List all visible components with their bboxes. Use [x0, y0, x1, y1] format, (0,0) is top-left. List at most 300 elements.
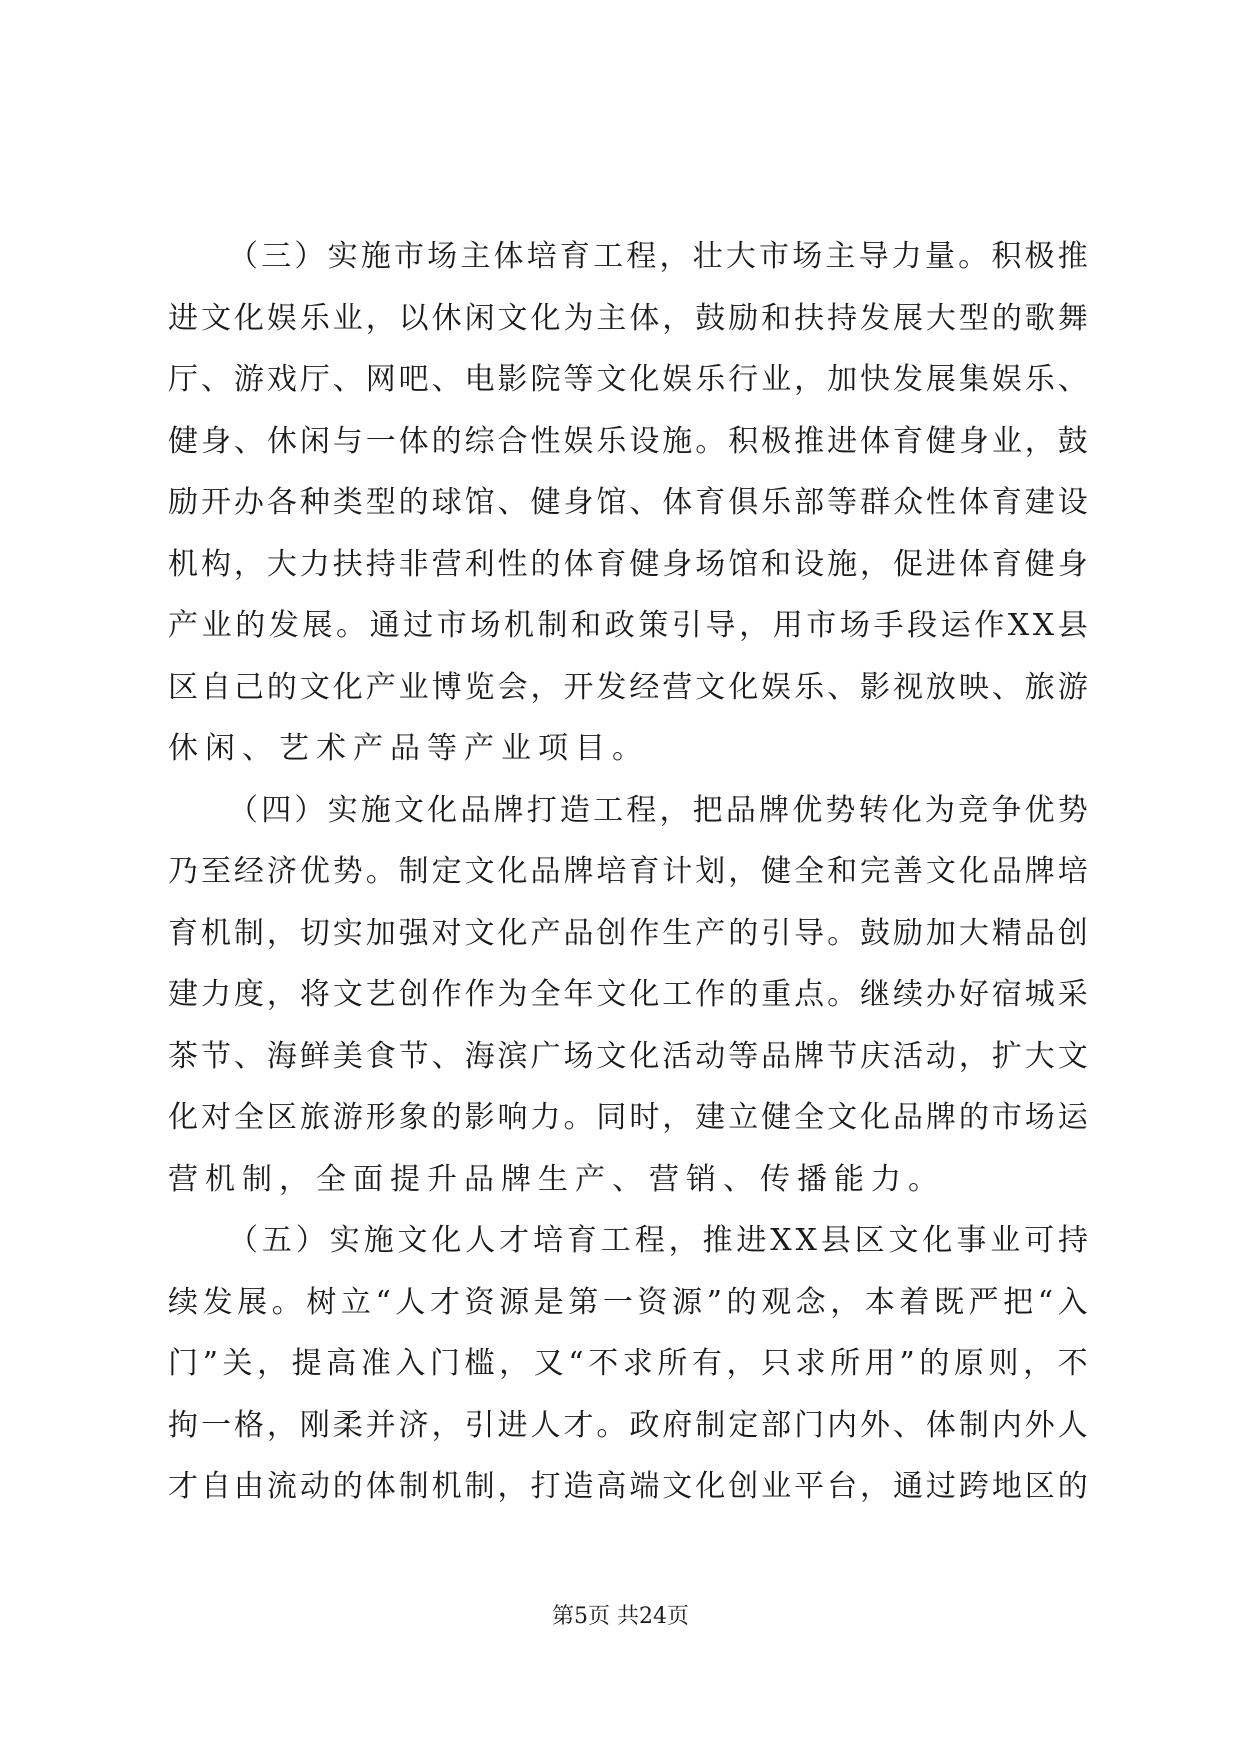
glyph: 区	[168, 669, 198, 705]
glyph: 娱	[761, 669, 792, 705]
glyph: 四	[261, 792, 292, 828]
glyph: 源	[499, 1284, 530, 1320]
glyph: 优	[1024, 792, 1055, 828]
glyph: 立	[340, 1284, 371, 1320]
glyph: 过	[925, 1469, 956, 1504]
glyph: 海	[464, 1038, 495, 1074]
glyph: 引	[671, 608, 702, 643]
glyph: “	[568, 1346, 584, 1381]
text-line	[168, 1210, 1088, 1272]
glyph: 身	[563, 485, 594, 520]
glyph: 鼓	[695, 300, 726, 336]
glyph: 化	[629, 977, 660, 1012]
glyph: 加	[365, 915, 396, 951]
glyph: 人	[395, 1284, 426, 1320]
glyph: 重	[761, 977, 792, 1012]
glyph: 的	[332, 1469, 363, 1504]
glyph: 县	[1057, 608, 1088, 643]
glyph: 的	[726, 1284, 757, 1320]
glyph: 壮	[692, 239, 723, 274]
glyph: 机	[503, 608, 534, 643]
glyph: 引	[761, 915, 792, 951]
glyph: 实	[329, 1223, 360, 1258]
glyph: 化	[629, 1038, 660, 1074]
text-line	[168, 964, 1088, 1026]
glyph: 娱	[991, 362, 1022, 397]
glyph: 球	[431, 485, 462, 520]
glyph: 乐	[299, 300, 330, 336]
glyph: ，	[497, 1469, 528, 1504]
glyph: ，	[860, 1469, 891, 1504]
glyph: （	[228, 239, 258, 274]
glyph: 体	[398, 423, 429, 459]
glyph: 乐	[695, 362, 726, 397]
glyph: 为	[924, 792, 955, 828]
glyph: 化	[695, 1469, 726, 1504]
glyph: 海	[266, 1038, 297, 1074]
glyph: 优	[792, 792, 823, 828]
glyph: 艺	[365, 977, 396, 1012]
glyph: ，	[659, 792, 690, 828]
glyph: 培	[526, 239, 557, 274]
glyph: 善	[892, 854, 923, 889]
glyph: 体	[662, 485, 693, 520]
glyph: 化	[922, 1223, 953, 1258]
glyph: ，	[662, 1100, 693, 1135]
glyph: 文	[299, 669, 330, 705]
glyph: ，	[365, 300, 396, 336]
glyph: 扩	[991, 1038, 1022, 1074]
glyph: 才	[168, 1469, 198, 1504]
glyph: 等	[563, 362, 594, 397]
glyph: 化	[860, 1100, 891, 1135]
glyph: 门	[168, 1346, 198, 1381]
glyph: 网	[365, 362, 396, 397]
glyph: 游	[1057, 669, 1088, 705]
glyph: 、	[332, 362, 363, 397]
glyph: 产	[695, 915, 726, 951]
glyph: 业	[991, 423, 1022, 459]
glyph: 营	[662, 669, 693, 705]
glyph: 入	[1057, 1284, 1088, 1320]
glyph: 品	[725, 792, 756, 828]
glyph: 游	[233, 362, 264, 397]
glyph: 节	[200, 1038, 231, 1074]
text-line	[168, 1087, 1088, 1149]
glyph: 经	[233, 854, 264, 889]
glyph: 对	[431, 915, 462, 951]
glyph: 同	[596, 1100, 627, 1135]
glyph: ，	[728, 854, 759, 889]
glyph: 程	[626, 792, 657, 828]
glyph: “	[1037, 1284, 1054, 1320]
glyph: 续	[892, 977, 923, 1012]
glyph: 事	[956, 1223, 987, 1258]
glyph: 为	[497, 977, 528, 1012]
glyph: 育	[629, 854, 660, 889]
glyph: 内	[991, 1407, 1022, 1443]
glyph: 节	[398, 1038, 429, 1074]
glyph: 娱	[662, 362, 693, 397]
glyph: 文	[827, 1100, 858, 1135]
glyph: 机	[200, 915, 231, 951]
glyph: 歌	[1024, 300, 1055, 336]
glyph: 育	[991, 485, 1022, 520]
glyph: 与	[332, 423, 363, 459]
glyph: 用	[864, 1346, 895, 1381]
glyph: 人	[1057, 1407, 1088, 1443]
glyph: 着	[899, 1284, 930, 1320]
glyph: 极	[1024, 239, 1055, 274]
glyph: ，	[266, 977, 297, 1012]
glyph: 众	[892, 485, 923, 520]
glyph: 戏	[266, 362, 297, 397]
glyph: 乃	[168, 854, 198, 889]
glyph: 扶	[794, 300, 825, 336]
glyph: 城	[1024, 977, 1055, 1012]
glyph: 继	[860, 977, 891, 1012]
glyph: 地	[991, 1469, 1022, 1504]
glyph: 续	[168, 1284, 198, 1320]
glyph: 观	[761, 1284, 792, 1320]
glyph: 动	[925, 1038, 956, 1074]
glyph: 积	[728, 423, 759, 459]
glyph: 区	[266, 1100, 297, 1135]
glyph: 。	[958, 239, 989, 274]
glyph: 体	[925, 1407, 956, 1443]
glyph: 程	[634, 1223, 665, 1258]
glyph: 导	[794, 915, 825, 951]
glyph: 施	[363, 1223, 394, 1258]
glyph: 持	[1057, 1223, 1088, 1258]
glyph: 化	[427, 792, 458, 828]
glyph: 树	[306, 1284, 337, 1320]
glyph: 施	[662, 423, 693, 459]
glyph: 育	[168, 915, 198, 951]
glyph: 采	[1057, 977, 1088, 1012]
glyph: 会	[497, 669, 528, 705]
glyph: 乐	[1024, 362, 1055, 397]
glyph: 提	[291, 1346, 322, 1381]
glyph: 力	[530, 1100, 561, 1135]
glyph: 关	[222, 1346, 253, 1381]
glyph: 美	[332, 1038, 363, 1074]
glyph: 平	[794, 1469, 825, 1504]
glyph: 体	[629, 300, 660, 336]
glyph: 动	[695, 1038, 726, 1074]
glyph: 门	[429, 1346, 460, 1381]
glyph: 加	[827, 362, 858, 397]
glyph: 有	[691, 1346, 722, 1381]
glyph: 象	[398, 1100, 429, 1135]
glyph: 引	[464, 1407, 495, 1443]
glyph: 品	[563, 915, 594, 951]
glyph: 育	[695, 485, 726, 520]
glyph: 运	[940, 608, 971, 643]
glyph: 一	[602, 1284, 633, 1320]
glyph: 施	[360, 239, 391, 274]
glyph: ，	[958, 1038, 989, 1074]
glyph: 视	[892, 669, 923, 705]
glyph: 牌	[493, 792, 524, 828]
glyph: 竞	[958, 792, 989, 828]
glyph: 乐	[794, 669, 825, 705]
glyph: 娱	[563, 423, 594, 459]
glyph: 文	[888, 1223, 919, 1258]
glyph: ”	[202, 1346, 218, 1381]
page-number-footer: 第5页 共24页	[552, 1604, 689, 1629]
glyph: 博	[431, 669, 462, 705]
glyph: 映	[958, 669, 989, 705]
glyph: 通	[369, 608, 400, 643]
glyph: 育	[892, 423, 923, 459]
glyph: 闲	[464, 300, 495, 336]
glyph: 争	[991, 792, 1022, 828]
glyph: 。	[365, 854, 396, 889]
glyph: 电	[464, 362, 495, 397]
text-line	[168, 1026, 1088, 1088]
glyph: 形	[365, 1100, 396, 1135]
glyph: 施	[360, 792, 391, 828]
glyph: 推	[794, 423, 825, 459]
glyph: 打	[526, 792, 557, 828]
glyph: 利	[464, 546, 495, 582]
glyph: 内	[827, 1407, 858, 1443]
glyph: 化	[332, 669, 363, 705]
glyph: 文	[596, 362, 627, 397]
glyph: 市	[759, 239, 789, 274]
glyph: 场	[1024, 1100, 1055, 1135]
glyph: 非	[398, 546, 429, 582]
glyph: 段	[907, 608, 938, 643]
glyph: 场	[563, 1038, 594, 1074]
glyph: 化	[530, 300, 561, 336]
glyph: 三	[261, 239, 292, 274]
glyph: 发	[596, 669, 627, 705]
glyph: 工	[600, 1223, 631, 1258]
glyph: X	[1007, 608, 1030, 643]
glyph: 高	[326, 1346, 357, 1381]
glyph: 。	[271, 1284, 302, 1320]
glyph: ，	[659, 239, 690, 274]
glyph: 等	[827, 485, 858, 520]
glyph: 乐	[596, 423, 627, 459]
glyph: 化	[891, 792, 922, 828]
glyph: 化	[431, 1223, 462, 1258]
glyph: 育	[559, 239, 590, 274]
glyph: 展	[237, 1284, 268, 1320]
glyph: 体	[563, 546, 594, 582]
glyph: 文	[397, 1223, 428, 1258]
glyph: 的	[530, 546, 561, 582]
glyph: 体	[365, 1469, 396, 1504]
glyph: ，	[233, 546, 264, 582]
glyph: 培	[596, 854, 627, 889]
text-line	[168, 1395, 1088, 1457]
glyph: 场	[470, 608, 501, 643]
glyph: 行	[728, 362, 759, 397]
glyph: 型	[365, 485, 396, 520]
glyph: 健	[1024, 546, 1055, 582]
glyph: 俱	[728, 485, 759, 520]
glyph: 势	[825, 792, 856, 828]
text-line	[168, 657, 1088, 719]
glyph: 文	[596, 977, 627, 1012]
glyph: 入	[395, 1346, 426, 1381]
glyph: 积	[991, 239, 1022, 274]
glyph: 一	[365, 423, 396, 459]
glyph: 设	[794, 546, 825, 582]
glyph: 化	[497, 915, 528, 951]
glyph: 场	[839, 608, 870, 643]
glyph: 业	[761, 1469, 792, 1504]
glyph: 己	[233, 669, 264, 705]
glyph: 准	[360, 1346, 391, 1381]
glyph: 广	[530, 1038, 561, 1074]
glyph: 影	[464, 1100, 495, 1135]
glyph: ，	[257, 1346, 288, 1381]
glyph: 势	[1057, 792, 1088, 828]
glyph: 市	[806, 608, 837, 643]
glyph: 槛	[464, 1346, 495, 1381]
glyph: 好	[958, 977, 989, 1012]
glyph: 化	[629, 362, 660, 397]
glyph: 的	[398, 485, 429, 520]
glyph: ，	[662, 300, 693, 336]
glyph: 业	[201, 608, 232, 643]
glyph: 定	[431, 854, 462, 889]
glyph: 政	[629, 1407, 660, 1443]
glyph: ）	[294, 239, 325, 274]
glyph: 牌	[1024, 854, 1055, 889]
glyph: 求	[795, 1346, 826, 1381]
glyph: 身	[662, 546, 693, 582]
glyph: 食	[365, 1038, 396, 1074]
text-line	[168, 841, 1088, 903]
glyph: 业	[990, 1223, 1021, 1258]
glyph: 才	[563, 1407, 594, 1443]
glyph: 化	[728, 669, 759, 705]
glyph: 创	[1057, 915, 1088, 951]
glyph: 影	[860, 669, 891, 705]
glyph: 可	[1024, 1223, 1055, 1258]
glyph: 划	[695, 854, 726, 889]
glyph: 文	[695, 669, 726, 705]
glyph: ，	[860, 546, 891, 582]
glyph: 量	[924, 239, 955, 274]
glyph: 进	[168, 300, 198, 336]
glyph: 励	[728, 300, 759, 336]
glyph: 产	[365, 669, 396, 705]
glyph: 主	[460, 239, 491, 274]
glyph: 流	[266, 1469, 297, 1504]
glyph: 体	[958, 485, 989, 520]
text-line	[168, 1149, 1088, 1211]
glyph: 作	[695, 977, 726, 1012]
glyph: 发	[860, 300, 891, 336]
glyph: 至	[200, 854, 231, 889]
glyph: 拘	[168, 1407, 198, 1443]
glyph: 势	[332, 854, 363, 889]
glyph: 文	[332, 977, 363, 1012]
glyph: 制	[958, 1407, 989, 1443]
glyph: 第	[568, 1284, 599, 1320]
glyph: 、	[1057, 362, 1088, 397]
glyph: 文	[1057, 1038, 1088, 1074]
glyph: 所	[830, 1346, 861, 1381]
glyph: 促	[892, 546, 923, 582]
glyph: 人	[530, 1407, 561, 1443]
glyph: 外	[1024, 1407, 1055, 1443]
glyph: 造	[559, 792, 590, 828]
glyph: 程	[626, 239, 657, 274]
glyph: ，	[1024, 423, 1055, 459]
glyph: 资	[637, 1284, 668, 1320]
glyph: 型	[958, 300, 989, 336]
glyph: 化	[497, 854, 528, 889]
glyph: 构	[200, 546, 231, 582]
glyph: 刚	[299, 1407, 330, 1443]
glyph: 制	[464, 1469, 495, 1504]
glyph: 制	[537, 608, 568, 643]
glyph: 工	[662, 977, 693, 1012]
glyph: 馆	[596, 485, 627, 520]
glyph: 格	[233, 1407, 264, 1443]
glyph: 、	[431, 362, 462, 397]
glyph: （	[228, 792, 258, 828]
glyph: 培	[1057, 854, 1088, 889]
glyph: 立	[728, 1100, 759, 1135]
glyph: 则	[988, 1346, 1019, 1381]
glyph: 、	[991, 669, 1022, 705]
glyph: 的	[728, 977, 759, 1012]
text-line	[168, 903, 1088, 965]
glyph: ”	[706, 1284, 722, 1320]
glyph: 强	[398, 915, 429, 951]
glyph: 的	[958, 1100, 989, 1135]
glyph: 的	[235, 608, 266, 643]
glyph: 性	[925, 485, 956, 520]
glyph: 的	[728, 915, 759, 951]
glyph: 原	[953, 1346, 984, 1381]
glyph: 文	[497, 300, 528, 336]
glyph: 设	[1057, 485, 1088, 520]
glyph: 扶	[332, 546, 363, 582]
glyph: 工	[593, 239, 624, 274]
glyph: 优	[299, 854, 330, 889]
glyph: 展	[925, 362, 956, 397]
glyph: ）	[294, 792, 325, 828]
glyph: 部	[794, 485, 825, 520]
glyph: 创	[596, 915, 627, 951]
glyph: 茶	[168, 1038, 198, 1074]
glyph: （	[228, 1223, 258, 1258]
glyph: 业	[332, 300, 363, 336]
glyph: 。	[827, 915, 858, 951]
glyph: 文	[925, 854, 956, 889]
glyph: “	[375, 1284, 391, 1320]
text-line	[168, 288, 1088, 350]
body-text	[168, 226, 1088, 1518]
glyph: 济	[266, 854, 297, 889]
glyph: 等	[728, 1038, 759, 1074]
glyph: 性	[497, 546, 528, 582]
glyph: 和	[761, 546, 792, 582]
glyph: 和	[571, 608, 602, 643]
glyph: 品	[530, 854, 561, 889]
glyph: 济	[398, 1407, 429, 1443]
text-line	[168, 780, 1088, 842]
